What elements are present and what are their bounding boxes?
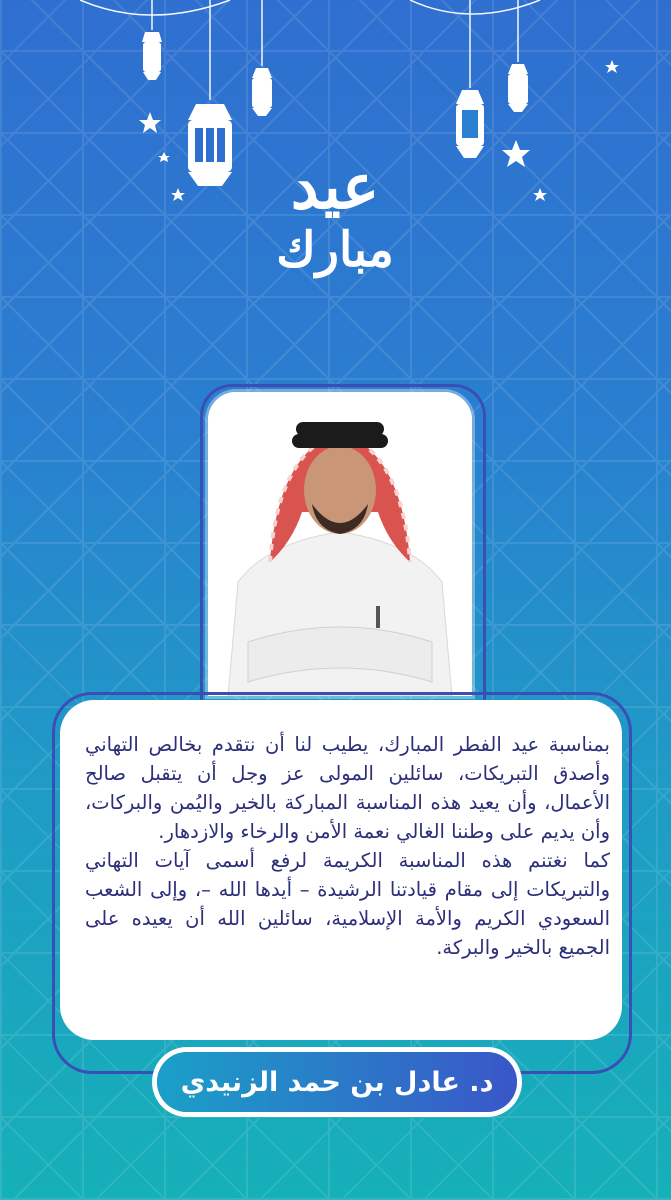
calligraphy-line-eid: عيد: [290, 150, 380, 223]
eid-mubarak-calligraphy: [230, 140, 440, 290]
lantern-icon: [142, 32, 162, 80]
signature-name: د. عادل بن حمد الزنيدي: [180, 1066, 494, 1098]
message-paragraph-1: بمناسبة عيد الفطر المبارك، يطيب لنا أن نتقدم بخالص التهاني وأصدق التبريكات، سائلين المولى عز وجل أن يتقبل صالح الأعمال، وأن يعيد هذه المناسبة المباركة بالخير واليُمن والبركات، وأن يديم على وطننا الغالي نعمة الأمن والرخاء والازدهار.: [85, 733, 610, 843]
greeting-message: [85, 730, 610, 962]
portrait-photo: [208, 392, 472, 696]
signature-name-badge: [157, 1052, 517, 1112]
message-paragraph-2: كما نغتنم هذه المناسبة الكريمة لرفع أسمى آيات التهاني والتبريكات إلى مقام قيادتنا الرشيدة – أيدها الله –، وإلى الشعب السعودي الكريم والأمة الإسلامية، سائلين الله أن يعيده على الجميع بالخير والبركة.: [85, 849, 610, 959]
calligraphy-line-mubarak: مبارك: [276, 222, 394, 278]
